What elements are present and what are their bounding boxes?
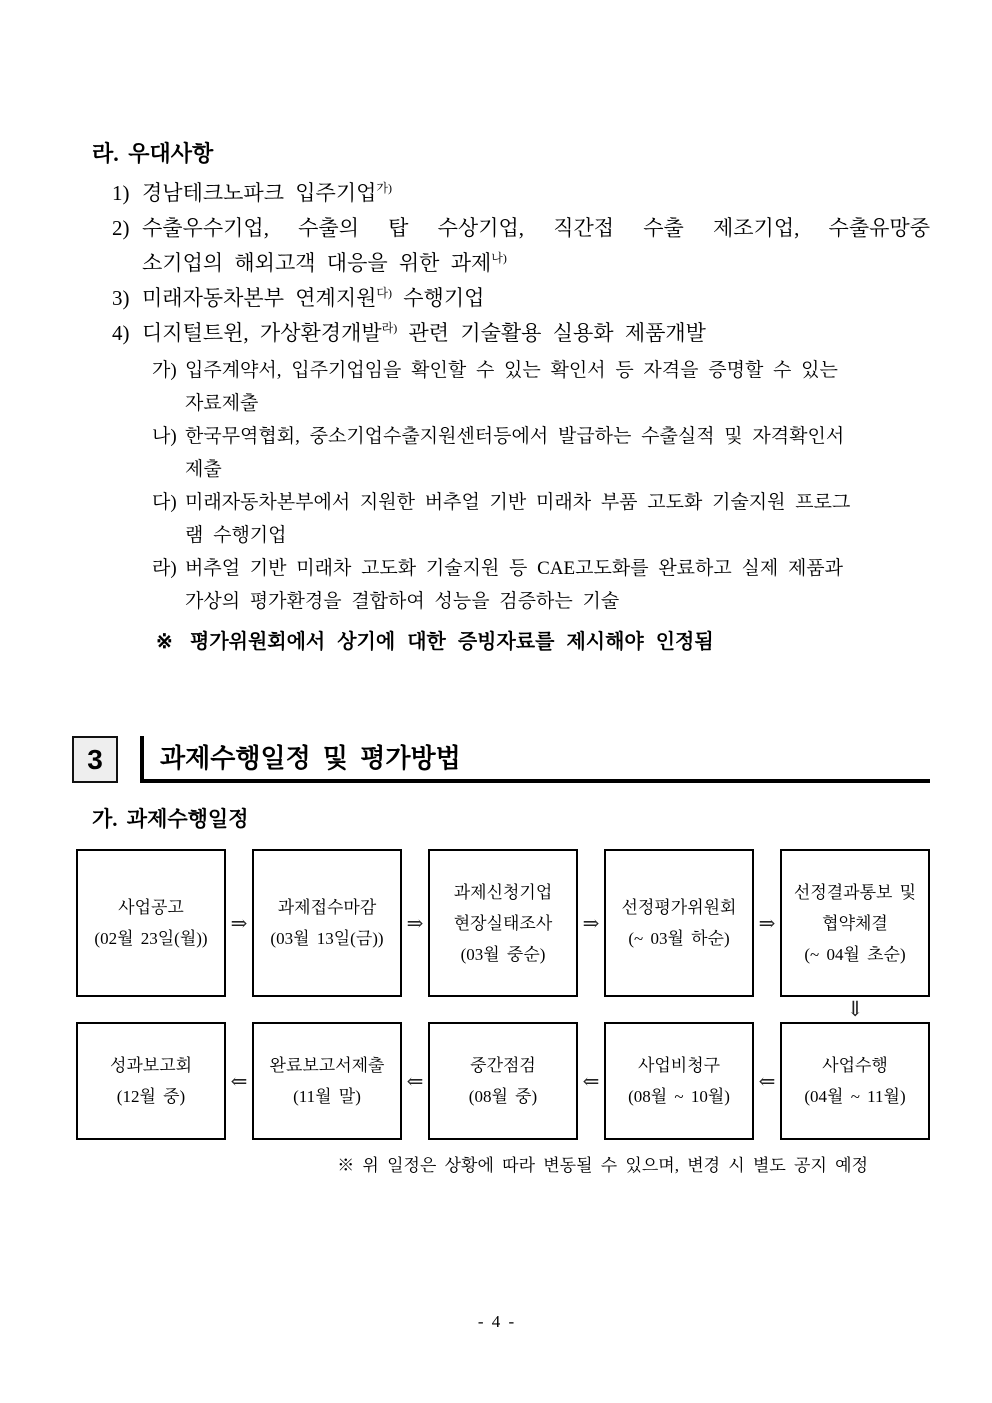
flow-step-line: (11월 말): [293, 1087, 361, 1106]
flow-step-line: 성과보고회: [109, 1056, 193, 1075]
flow-step-box: [252, 849, 402, 997]
footnote-item-line: [185, 453, 844, 486]
flow-step-box: [604, 1022, 754, 1140]
connector-spacer: [604, 997, 754, 1022]
section-title: 과제수행일정 및 평가방법: [160, 742, 461, 773]
footnote-item-text: 입주계약서, 입주기업임을 확인할 수 있는 확인서 등 자격을 증명할 수 있는: [185, 360, 838, 381]
flow-step-line: (08월 중): [468, 1087, 538, 1106]
arrow-left-icon: ⇐: [758, 1070, 776, 1093]
list-item-lines: [142, 281, 930, 316]
list-item-text: 경남테크노파크 입주기업: [142, 181, 377, 205]
list-item: [112, 211, 930, 281]
footnote-ref: 다): [376, 286, 392, 300]
connector-spacer: [578, 997, 604, 1022]
section-number-box: 3: [72, 736, 118, 783]
connector-spacer: [76, 997, 226, 1022]
flow-step-box: [780, 1022, 930, 1140]
list-item-lines: [142, 211, 930, 281]
flow-step-line: (~ 03월 하순): [628, 929, 730, 948]
footnote-item-lines: [185, 354, 838, 420]
list-item-text: 수출우수기업, 수출의 탑 수상기업, 직간접 수출 제조기업, 수출유망중: [142, 216, 930, 240]
list-item-line: [142, 246, 930, 281]
flow-step-line: 과제접수마감: [277, 898, 377, 917]
schedule-flowchart: [76, 849, 930, 1178]
footnote-ref: 나): [491, 251, 507, 265]
flow-step-line: 협약체결: [822, 913, 888, 933]
footnote-item-text: 램 수행기업: [185, 525, 287, 546]
schedule-note: ※ 위 일정은 상황에 따라 변동될 수 있으며, 변경 시 별도 공지 예정: [337, 1156, 868, 1175]
list-item-text: 관련 기술활용 실용화 제품개발: [397, 321, 706, 345]
list-item-lines: [142, 316, 930, 351]
flowchart-row-2: [76, 1022, 930, 1140]
list-item: [112, 316, 930, 351]
footnote-item: [152, 552, 930, 618]
list-item-line: [142, 176, 930, 211]
reference-mark-icon: ※: [156, 631, 173, 653]
footnote-item-lines: [185, 552, 843, 618]
page-number: - 4 -: [477, 1312, 515, 1331]
list-item-marker: 4): [112, 321, 130, 345]
list-item: [112, 176, 930, 211]
footnote-item-line: [185, 519, 850, 552]
list-item-line: [142, 281, 930, 316]
flow-step-box: [604, 849, 754, 997]
footnote-item-line: [185, 387, 838, 420]
flow-step-line: 중간점검: [470, 1056, 536, 1075]
preferred-items-list: [0, 176, 992, 351]
list-item-marker: 1): [112, 181, 130, 205]
connector-spacer: [402, 997, 428, 1022]
flowchart-connector-row: [76, 997, 930, 1022]
list-item-text: 소기업의 해외고객 대응을 위한 과제: [142, 251, 492, 275]
footnote-item-text: 가상의 평가환경을 결합하여 성능을 검증하는 기술: [185, 591, 620, 612]
list-item-text: 미래자동차본부 연계지원: [142, 286, 377, 310]
flow-step-box: [780, 849, 930, 997]
flow-step-box: [76, 1022, 226, 1140]
preferred-section-heading: 라. 우대사항: [92, 141, 214, 166]
footnote-item-text: 자료제출: [185, 393, 259, 414]
flow-step-line: 사업비청구: [637, 1056, 721, 1075]
arrow-left-icon: ⇐: [230, 1070, 248, 1093]
flow-step-line: 완료보고서제출: [269, 1056, 385, 1075]
flowchart-row-1: [76, 849, 930, 997]
list-item-marker: 2): [112, 216, 130, 240]
list-item-line: [142, 316, 930, 351]
arrow-right-icon: ⇒: [582, 912, 600, 935]
flow-step-line: 사업수행: [822, 1056, 888, 1075]
arrow-left-icon: ⇐: [406, 1070, 424, 1093]
connector-spacer: [226, 997, 252, 1022]
arrow-down-icon: ⇓: [846, 997, 864, 1021]
flow-step-line: (~ 04월 초순): [804, 944, 906, 964]
connector-spacer: [428, 997, 578, 1022]
arrow-right-icon: ⇒: [230, 912, 248, 935]
section-title-rule: [140, 736, 930, 783]
list-item-line: [142, 211, 930, 246]
flow-step-line: (03월 13일(금)): [270, 929, 384, 948]
flow-step-line: (08월 ~ 10월): [628, 1087, 730, 1106]
footnote-item-lines: [185, 486, 850, 552]
connector-spacer: [754, 997, 780, 1022]
subsection-heading: 가. 과제수행일정: [92, 807, 249, 831]
flow-step-line: (04월 ~ 11월): [804, 1087, 906, 1106]
connector-spacer: [252, 997, 402, 1022]
flow-step-box: [76, 849, 226, 997]
footnote-item-line: [185, 552, 843, 585]
flow-step-line: 현장실태조사: [453, 913, 553, 933]
list-item-marker: 3): [112, 286, 130, 310]
footnote-item: [152, 486, 930, 552]
list-item-text: 수행기업: [392, 286, 485, 310]
list-item-lines: [142, 176, 930, 211]
emphasis-note-text: 평가위원회에서 상기에 대한 증빙자료를 제시해야 인정됨: [190, 631, 714, 653]
arrow-right-icon: ⇒: [758, 912, 776, 935]
flow-step-line: (12월 중): [116, 1087, 186, 1106]
footnote-item-marker: 다): [152, 492, 177, 513]
list-item: [112, 281, 930, 316]
footnote-item-text: 버추얼 기반 미래차 고도화 기술지원 등 CAE고도화를 완료하고 실제 제품과: [185, 558, 844, 579]
list-item-text: 디지털트윈, 가상환경개발: [142, 321, 382, 345]
section3-header: [72, 736, 930, 783]
flow-step-line: 사업공고: [118, 898, 184, 917]
flow-step-line: 선정결과통보 및: [793, 882, 917, 902]
flow-step-line: (03월 중순): [460, 944, 546, 964]
flow-step-line: 선정평가위원회: [621, 898, 737, 917]
footnote-item: [152, 420, 930, 486]
flow-step-box: [252, 1022, 402, 1140]
footnote-item-lines: [185, 420, 844, 486]
footnote-item-line: [185, 420, 844, 453]
footnote-item-marker: 가): [152, 360, 177, 381]
footnote-item-line: [185, 585, 843, 618]
footnote-ref: 가): [376, 181, 392, 195]
footnote-ref: 라): [381, 321, 398, 335]
emphasis-note: [156, 628, 930, 656]
footnote-item-text: 미래자동차본부에서 지원한 버추얼 기반 미래차 부품 고도화 기술지원 프로그: [185, 492, 851, 513]
footnote-items-list: [0, 354, 992, 618]
footnote-item-line: [185, 486, 850, 519]
footnote-item-marker: 나): [152, 426, 177, 447]
arrow-right-icon: ⇒: [406, 912, 424, 935]
flow-step-box: [428, 849, 578, 997]
flow-step-line: (02월 23일(월)): [94, 929, 208, 948]
flow-step-box: [428, 1022, 578, 1140]
footnote-item-text: 한국무역협회, 중소기업수출지원센터등에서 발급하는 수출실적 및 자격확인서: [185, 426, 845, 447]
footnote-item-text: 제출: [185, 459, 222, 480]
footnote-item: [152, 354, 930, 420]
footnote-item-marker: 라): [152, 558, 177, 579]
footnote-item-line: [185, 354, 838, 387]
flow-step-line: 과제신청기업: [453, 882, 553, 902]
arrow-left-icon: ⇐: [582, 1070, 600, 1093]
